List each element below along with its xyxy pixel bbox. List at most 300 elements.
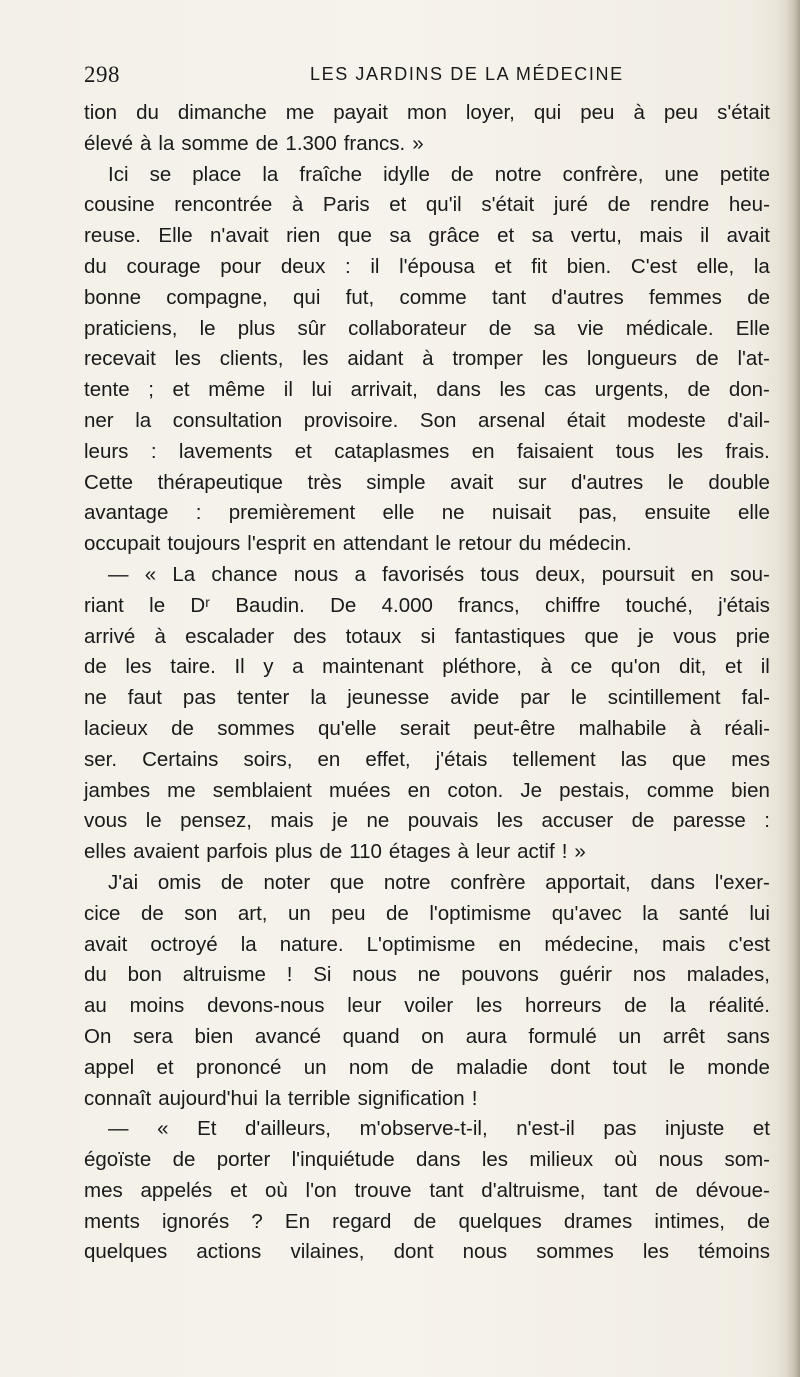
- word: à: [140, 131, 152, 155]
- text-line: [84, 930, 770, 961]
- word: !: [286, 963, 293, 987]
- word: elles: [84, 840, 127, 864]
- word: chiffre: [544, 593, 601, 617]
- word: bien: [731, 778, 770, 802]
- word: vie: [577, 316, 604, 340]
- word: du: [84, 963, 107, 987]
- word: faut: [127, 686, 162, 710]
- word: la: [310, 686, 327, 710]
- word: nous: [352, 963, 397, 987]
- word: Cette: [84, 470, 133, 494]
- word: médecine,: [544, 932, 639, 956]
- word: octroyé: [150, 932, 218, 956]
- word: de: [488, 316, 512, 340]
- word: de: [631, 809, 655, 833]
- word: confrère,: [562, 162, 644, 186]
- word: vilaines,: [290, 1240, 365, 1264]
- word: sommes: [217, 716, 295, 740]
- word: de: [747, 1209, 770, 1233]
- word: vous: [84, 809, 128, 833]
- word: arrivait,: [350, 378, 418, 402]
- word: compagne,: [166, 285, 268, 309]
- word: On: [84, 1024, 112, 1048]
- word: rencontrée: [174, 193, 273, 217]
- word: mes: [731, 747, 770, 771]
- word: les: [302, 347, 329, 371]
- text-line: [84, 1237, 770, 1268]
- word: pensez,: [180, 809, 252, 833]
- word: où: [264, 1178, 288, 1202]
- word: l'exer-: [714, 870, 770, 894]
- word: qu'avec: [551, 901, 622, 925]
- word: appelés: [140, 1178, 213, 1202]
- word: que: [671, 747, 707, 771]
- word: Ici: [108, 162, 129, 186]
- word: Baudin.: [235, 593, 305, 617]
- word: sommes: [536, 1240, 614, 1264]
- word: le: [669, 1055, 685, 1079]
- word: la: [642, 901, 659, 925]
- word: lui: [749, 901, 770, 925]
- word: comme: [646, 778, 715, 802]
- word: du: [84, 254, 107, 278]
- word: provisoire.: [303, 408, 399, 432]
- word: avait: [84, 932, 128, 956]
- word: devons-nous: [207, 994, 325, 1018]
- text-line: [84, 560, 770, 591]
- word: Elle: [735, 316, 770, 340]
- word: on: [421, 1024, 445, 1048]
- word: elle,: [696, 254, 735, 278]
- text-line: [84, 1114, 770, 1145]
- word: pouvais: [407, 809, 479, 833]
- word: fantastiques: [454, 624, 566, 648]
- word: dans: [650, 870, 695, 894]
- word: serait: [399, 716, 450, 740]
- word: praticiens,: [84, 316, 178, 340]
- word: dit,: [679, 655, 707, 679]
- page-edge-shadow: [786, 0, 800, 1377]
- word: tion: [84, 101, 118, 124]
- word: J'ai: [108, 870, 139, 894]
- word: d'altruisme,: [481, 1178, 586, 1202]
- word: coton.: [447, 778, 504, 802]
- word: recevait: [84, 347, 156, 371]
- word: et: [497, 224, 515, 248]
- word: les: [499, 378, 526, 402]
- word: de: [747, 285, 770, 309]
- word: jeunesse: [347, 686, 430, 710]
- word: faisaient: [516, 439, 594, 463]
- word: mais: [639, 224, 683, 248]
- word: cice: [84, 901, 121, 925]
- word: en: [317, 747, 341, 771]
- word: cas: [544, 378, 577, 402]
- word: de: [386, 901, 409, 925]
- word: urgents,: [594, 378, 669, 402]
- word: les: [125, 655, 152, 679]
- word: nous: [658, 1148, 704, 1172]
- word: sa: [531, 224, 554, 248]
- word: qu'elle: [317, 716, 377, 740]
- word: chance: [211, 562, 278, 586]
- word: escalader: [185, 624, 275, 648]
- word: lacieux: [84, 716, 148, 740]
- word: pouvons: [461, 963, 539, 987]
- word: il: [760, 655, 770, 679]
- word: se: [149, 162, 172, 186]
- word: art,: [237, 901, 268, 925]
- word: plus: [274, 840, 313, 864]
- word: confrère: [450, 870, 526, 894]
- word: n'est-il: [516, 1117, 575, 1141]
- word: effet,: [365, 747, 411, 771]
- word: l'esprit: [247, 532, 306, 556]
- word: était: [566, 408, 606, 432]
- word: réalité.: [708, 994, 770, 1018]
- word: il: [700, 224, 710, 248]
- word: de: [255, 131, 279, 155]
- word: nous: [293, 562, 339, 586]
- word: loyer,: [465, 101, 515, 124]
- word: tous: [480, 562, 520, 586]
- word: à: [422, 347, 434, 371]
- word: malhabile: [578, 716, 667, 740]
- word: semblaient: [212, 778, 312, 802]
- word: en: [471, 439, 495, 463]
- word: élevé: [84, 131, 134, 155]
- word: avide: [450, 686, 500, 710]
- word: scintillement: [607, 686, 721, 710]
- word: à: [689, 716, 702, 740]
- word: et: [389, 193, 407, 217]
- word: !: [561, 840, 568, 864]
- word: double: [708, 470, 770, 494]
- word: et: [294, 439, 312, 463]
- word: médecin.: [548, 532, 632, 556]
- word: d'autres: [571, 470, 644, 494]
- word: pas: [603, 1117, 637, 1141]
- word: ner: [84, 408, 114, 432]
- word: tous: [615, 439, 655, 463]
- word: égoïste: [84, 1148, 152, 1172]
- word: la: [240, 932, 257, 956]
- text-line: [84, 622, 770, 653]
- word: notre: [383, 870, 431, 894]
- word: de: [411, 1055, 434, 1079]
- word: actif: [517, 840, 555, 864]
- word: omis: [157, 870, 202, 894]
- word: cousine: [84, 193, 155, 217]
- word: un: [618, 1024, 642, 1048]
- word: :: [764, 809, 770, 833]
- word: bonne: [84, 285, 142, 309]
- word: Son: [419, 408, 457, 432]
- word: ne: [84, 686, 107, 710]
- word: que: [329, 870, 365, 894]
- word: tant: [603, 1178, 638, 1202]
- running-title: LES JARDINS DE LA MÉDECINE: [310, 64, 624, 84]
- word: frais.: [725, 439, 770, 463]
- word: nom: [348, 1055, 389, 1079]
- word: me: [285, 101, 315, 124]
- word: las: [620, 747, 647, 771]
- word: si: [420, 624, 436, 648]
- word: apportait,: [545, 870, 631, 894]
- word: des: [293, 624, 327, 648]
- word: ser.: [84, 747, 118, 771]
- word: pas,: [578, 501, 618, 525]
- word: a: [354, 562, 366, 586]
- word: nous: [462, 1240, 508, 1264]
- text-line: [84, 406, 770, 437]
- word: avait: [450, 470, 494, 494]
- word: maladie: [456, 1055, 528, 1079]
- word: et: [230, 1178, 248, 1202]
- word: nuisait: [491, 501, 552, 525]
- word: de: [655, 1178, 679, 1202]
- word: tenter: [236, 686, 290, 710]
- word: les: [496, 809, 524, 833]
- word: vertu,: [570, 224, 622, 248]
- word: je: [332, 809, 349, 833]
- word: elle: [738, 501, 770, 525]
- word: sou-: [729, 562, 770, 586]
- word: j'étais: [435, 747, 488, 771]
- word: que: [584, 624, 619, 648]
- word: le: [435, 532, 452, 556]
- word: ments: [84, 1209, 140, 1233]
- word: somme: [181, 131, 249, 155]
- text-line: [84, 991, 770, 1022]
- word: notre: [494, 162, 542, 186]
- word: et: [494, 254, 512, 278]
- word: 4.000: [381, 593, 433, 617]
- word: aura: [465, 1024, 507, 1048]
- word: du: [518, 532, 542, 556]
- word: retour: [458, 532, 512, 556]
- body-text: [84, 98, 770, 1268]
- word: avait: [726, 224, 770, 248]
- word: idylle: [383, 162, 430, 186]
- word: arrivé: [84, 624, 136, 648]
- word: toujours: [167, 532, 241, 556]
- word: s'était: [481, 193, 535, 217]
- word: actions: [196, 1240, 262, 1264]
- word: dévoue-: [695, 1178, 770, 1202]
- word: ensuite: [644, 501, 711, 525]
- word: pas: [182, 686, 216, 710]
- word: En: [284, 1209, 310, 1233]
- word: la: [264, 1086, 281, 1110]
- word: le: [570, 686, 587, 710]
- word: ?: [251, 1209, 263, 1233]
- word: simple: [366, 470, 426, 494]
- word: par: [520, 686, 550, 710]
- text-line: [84, 252, 770, 283]
- word: c'est: [728, 932, 770, 956]
- word: leur: [475, 840, 511, 864]
- word: avancé: [254, 1024, 321, 1048]
- word: altruisme: [182, 963, 266, 987]
- word: Certains: [142, 747, 219, 771]
- word: avantage: [84, 501, 169, 525]
- word: sa: [389, 224, 411, 248]
- word: guérir: [559, 963, 612, 987]
- word: 110: [349, 840, 382, 864]
- word: d'ail-: [727, 408, 770, 432]
- word: m'observe-t-il,: [359, 1117, 488, 1141]
- word: en: [690, 562, 714, 586]
- word: dans: [436, 378, 481, 402]
- word: drames: [563, 1209, 633, 1233]
- word: fal-: [741, 686, 770, 710]
- word: dans: [416, 1148, 461, 1172]
- word: :: [150, 439, 157, 463]
- word: tellement: [512, 747, 596, 771]
- word: prononcé: [195, 1055, 282, 1079]
- word: peu: [331, 901, 366, 925]
- word: de: [450, 162, 474, 186]
- word: leur: [347, 994, 382, 1018]
- word: rien: [286, 224, 321, 248]
- word: fit: [531, 254, 548, 278]
- word: en: [312, 532, 336, 556]
- word: plus: [237, 316, 276, 340]
- word: malades,: [686, 963, 770, 987]
- text-line: [84, 776, 770, 807]
- word: ignorés: [161, 1209, 230, 1233]
- word: heu-: [728, 193, 770, 217]
- word: attendant: [342, 532, 429, 556]
- word: —: [108, 1117, 129, 1141]
- word: la: [158, 131, 175, 155]
- word: arsenal: [477, 408, 546, 432]
- word: très: [307, 470, 342, 494]
- word: premièrement: [228, 501, 356, 525]
- word: horreurs: [524, 994, 602, 1018]
- word: pléthore,: [442, 655, 522, 679]
- word: som-: [724, 1148, 770, 1172]
- text-line: [84, 1145, 770, 1176]
- word: «: [144, 562, 157, 586]
- word: ne: [366, 809, 390, 833]
- word: les: [541, 347, 569, 371]
- word: sera: [132, 1024, 173, 1048]
- word: fraîche: [299, 162, 363, 186]
- word: totaux: [345, 624, 402, 648]
- word: la: [262, 162, 279, 186]
- word: aidant: [347, 347, 404, 371]
- text-line: [84, 498, 770, 529]
- word: terrible: [287, 1086, 351, 1110]
- word: de: [84, 655, 107, 679]
- word: «: [157, 1117, 169, 1141]
- word: la: [135, 408, 152, 432]
- text-line: [84, 437, 770, 468]
- word: quand: [342, 1024, 400, 1048]
- word: lui: [311, 378, 332, 402]
- word: touché,: [625, 593, 693, 617]
- word: de: [624, 994, 647, 1018]
- word: jambes: [84, 778, 151, 802]
- word: et: [725, 655, 743, 679]
- word: a: [292, 655, 304, 679]
- word: bon: [127, 963, 162, 987]
- word: peu: [663, 101, 699, 124]
- word: médicale.: [625, 316, 714, 340]
- word: pestais,: [559, 778, 630, 802]
- word: Si: [313, 963, 332, 987]
- word: francs,: [458, 593, 520, 617]
- word: il: [370, 254, 380, 278]
- word: un: [287, 901, 311, 925]
- word: ce: [570, 655, 593, 679]
- word: consultation: [172, 408, 283, 432]
- text-line: [84, 683, 770, 714]
- word: de: [413, 1209, 437, 1233]
- word: à: [540, 655, 553, 679]
- word: de: [319, 840, 343, 864]
- word: et: [172, 378, 190, 402]
- word: femmes: [649, 285, 722, 309]
- word: l'épousa: [399, 254, 475, 278]
- word: comme: [399, 285, 467, 309]
- text-line: [84, 868, 770, 899]
- word: à: [154, 624, 166, 648]
- word: monde: [707, 1055, 770, 1079]
- word: les: [174, 347, 201, 371]
- word: »: [574, 840, 586, 864]
- word: elle: [382, 501, 415, 525]
- word: longueurs: [586, 347, 677, 371]
- word: L'optimisme: [366, 932, 476, 956]
- word: Paris: [322, 193, 370, 217]
- word: taire.: [170, 655, 216, 679]
- word: payait: [333, 101, 388, 124]
- word: étages: [388, 840, 451, 864]
- word: bien: [194, 1024, 234, 1048]
- word: Elle: [158, 224, 193, 248]
- word: poursuit: [601, 562, 675, 586]
- word: courage: [126, 254, 201, 278]
- word: appel: [84, 1055, 135, 1079]
- word: santé: [678, 901, 729, 925]
- text-line: [84, 160, 770, 191]
- word: un: [303, 1055, 327, 1079]
- word: vous: [673, 624, 717, 648]
- text-line: [84, 375, 770, 406]
- word: ;: [148, 378, 154, 402]
- text-line: [84, 190, 770, 221]
- word: la: [753, 254, 770, 278]
- word: et: [156, 1055, 174, 1079]
- word: !: [471, 1086, 478, 1110]
- word: formulé: [528, 1024, 597, 1048]
- word: nos: [632, 963, 666, 987]
- word: Je: [520, 778, 543, 802]
- word: les: [642, 1240, 670, 1264]
- word: quelques: [84, 1240, 168, 1264]
- word: Dʳ: [190, 593, 211, 617]
- word: d'ailleurs,: [245, 1117, 331, 1141]
- word: thérapeutique: [157, 470, 283, 494]
- text-line: [84, 1053, 770, 1084]
- word: dimanche: [177, 101, 267, 124]
- text-line: [84, 837, 770, 868]
- word: muées: [328, 778, 391, 802]
- page-number: 298: [84, 62, 120, 87]
